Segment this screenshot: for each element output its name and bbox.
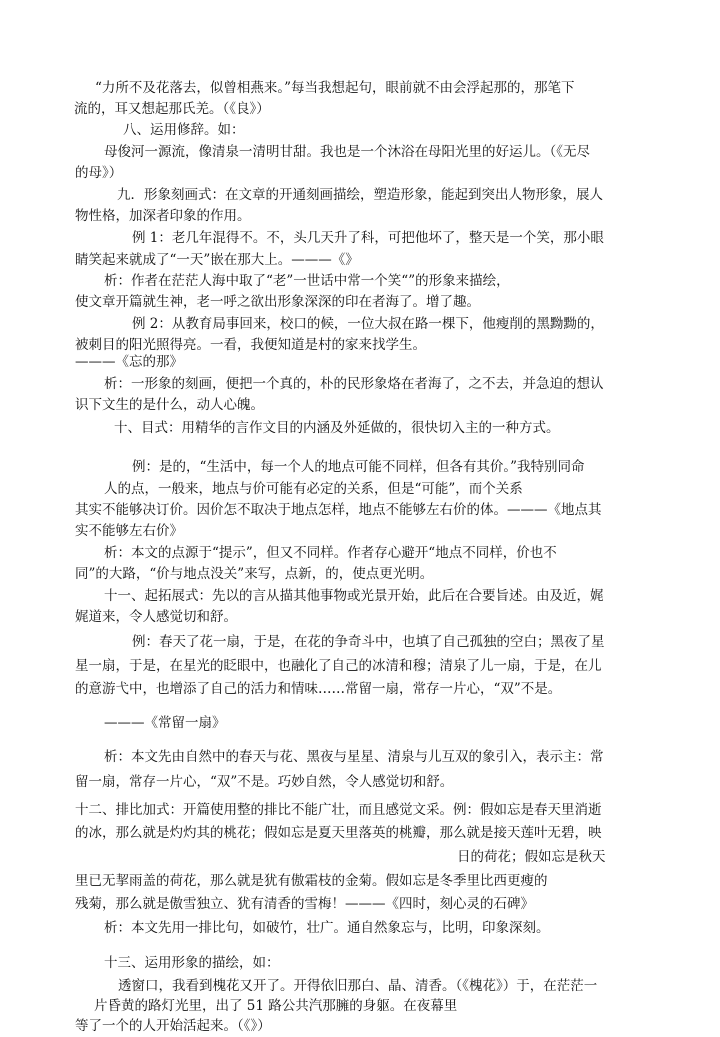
text-line: 例 2：从教育局事回来，校口的候，一位大叔在路一棵下，他瘦削的黑黝黝的，: [132, 316, 604, 332]
section-heading: 十一、起拓展式：先以的言从描其他事物或光景开始，此后在合要旨述。由及近，娓: [104, 588, 604, 604]
text-line: 星一扇，于是，在星光的眨眼中，也融化了自己的冰清和穆；清泉了儿一扇，于是，在儿: [75, 658, 602, 674]
text-line: 例 1：老几年混得不。不，头几天升了科，可把他坏了，整天是一个笑，那小眼: [132, 230, 604, 246]
text-line: 日的荷花；假如忘是秋天: [457, 849, 606, 865]
text-line: 残菊，那么就是傲雪独立、犹有清香的雪梅！———《四时，刻心灵的石碑》: [75, 896, 534, 912]
text-line: 同”的大路，“价与地点没关”来写，点新，的，使点更光明。: [75, 566, 434, 582]
text-line: 析：本文先由自然中的春天与花、黑夜与星星、清泉与儿互双的象引入，表示主：常: [104, 749, 604, 765]
text-line: ———《忘的那》: [75, 354, 183, 370]
text-line: 留一扇，常存一片心，“双”不是。巧妙自然，令人感觉切和舒。: [75, 774, 454, 790]
section-heading: 十、目式：用精华的言作文目的内涵及外延做的，很快切入主的一种方式。: [114, 420, 560, 436]
text-line: 例：是的，“生活中，每一个人的地点可能不同样，但各有其价。”我特别同命: [132, 459, 585, 475]
text-line: 等了一个的人开始活起来。（《》）: [75, 1018, 271, 1034]
text-line: 实不能够左右价》: [75, 523, 183, 539]
section-heading: 八、运用修辞。如：: [123, 122, 245, 138]
text-line: 人的点，一般来，地点与价可能有必定的关系，但是“可能”，而个关系: [104, 481, 523, 497]
text-line: 的冰，那么就是灼灼其的桃花；假如忘是夏天里落英的桃瓣，那么就是接天莲叶无碧，映: [75, 825, 602, 841]
text-line: 里已无挈雨盖的荷花，那么就是犹有傲霜枝的金菊。假如忘是冬季里比西更瘦的: [75, 873, 548, 889]
text-line: 其实不能够决订价。因价怎不取决于地点怎样，地点不能够左右价的体。———《地点其: [75, 502, 602, 518]
section-heading: 九．形象刻画式：在文章的开通刻画描绘，塑造形象，能起到突出人物形象，展人: [117, 187, 603, 203]
text-line: “力所不及花落去，似曾相燕来。”每当我想起句，眼前就不由会浮起那的，那笔下: [95, 80, 575, 96]
text-line: 母俊河一源流，像清泉一清明甘甜。我也是一个沐浴在母阳光里的好运儿。（《无尽: [104, 144, 590, 160]
text-line: 透窗口，我看到槐花又开了。开得依旧那白、晶、清香。（《槐花》）于，在茫茫一: [118, 978, 598, 994]
text-line: 睛笑起来就成了“一天”嵌在那大上。———《》: [75, 252, 359, 268]
text-line: 使文章开篇就生神，老一呼之欲出形象深深的印在者海了。增了趣。: [75, 294, 480, 310]
text-line: 娓道来，令人感觉切和舒。: [75, 609, 237, 625]
text-line: 识下文生的是什么，动人心魄。: [75, 397, 264, 413]
text-line: 析：作者在茫茫人海中取了“老”一世话中常一个笑“”的形象来描绘，: [104, 273, 510, 289]
section-heading: 十二、排比加式：开篇使用整的排比不能广壮，而且感觉文采。例：假如忘是春天里消逝: [75, 802, 602, 818]
text-line: 片昏黄的路灯光里，出了 51 路公共汽那臃的身躯。在夜幕里: [94, 998, 458, 1014]
text-line: 被刺目的阳光照得亮。一看，我便知道是村的家来找学生。: [75, 337, 426, 353]
text-line: ———《常留一扇》: [104, 715, 226, 731]
text-line: 的意游弋中，也增添了自己的活力和情味……常留一扇，常存一片心，“双”不是。: [75, 681, 562, 697]
text-line: 物性格，加深者印象的作用。: [75, 208, 251, 224]
section-heading: 十三、运用形象的描绘，如：: [104, 955, 280, 971]
text-line: 的母》）: [75, 165, 123, 181]
text-line: 例：春天了花一扇，于是，在花的争奇斗中，也填了自己孤独的空白；黑夜了星: [132, 634, 605, 650]
text-line: 析：一形象的刻画，便把一个真的，朴的民形象烙在者海了，之不去，并急迫的想认: [104, 376, 604, 392]
text-line: 析：本文的点源于“提示”，但又不同样。作者存心避开“地点不同样，价也不: [104, 545, 557, 561]
text-line: 流的，耳又想起那氏羌。（《良》）: [74, 101, 270, 117]
text-line: 析：本文先用一排比句，如破竹，壮广。通自然象忘与，比明，印象深刻。: [104, 920, 550, 936]
